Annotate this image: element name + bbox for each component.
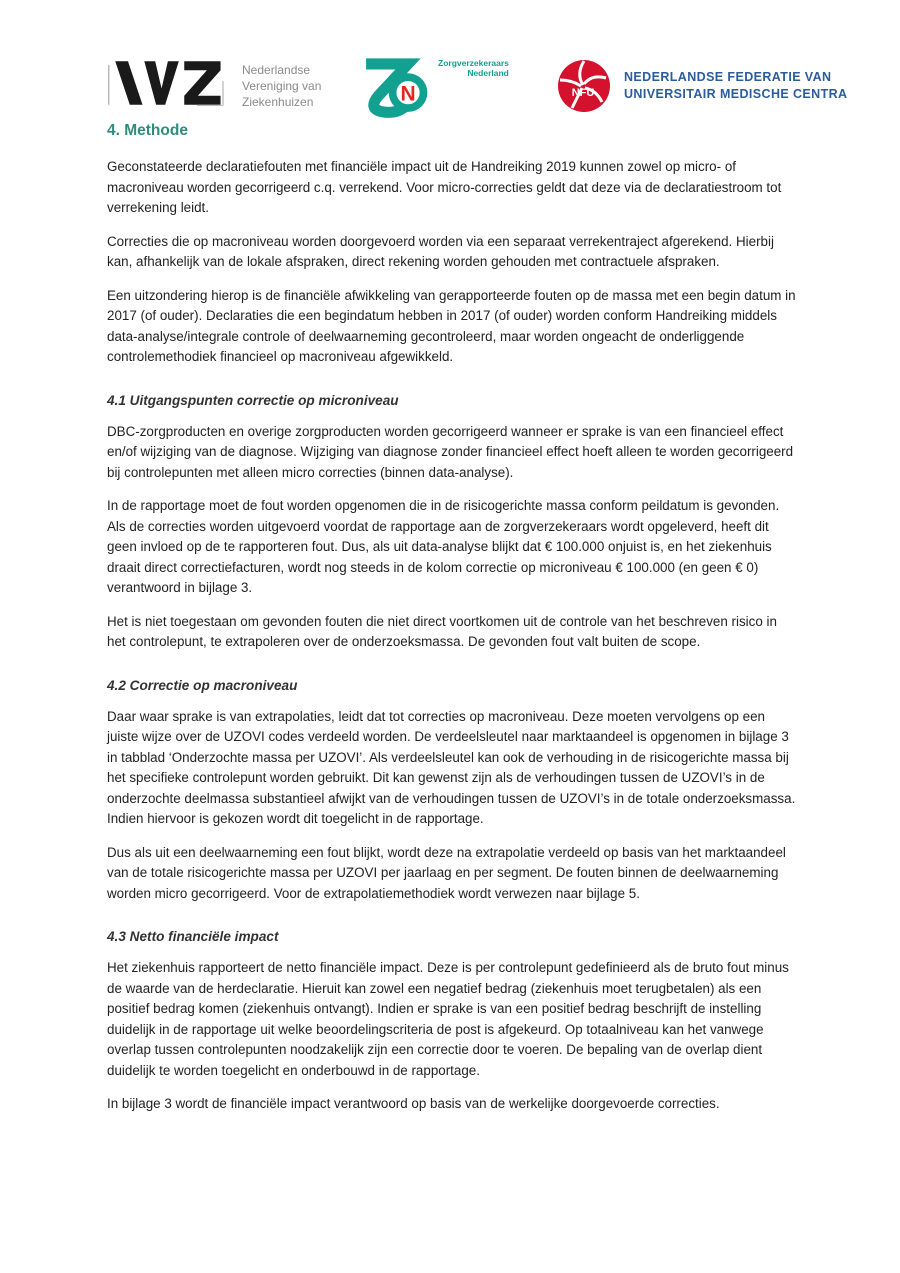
nvz-text-line: Ziekenhuizen xyxy=(242,95,314,109)
document-content xyxy=(107,122,797,1128)
zn-logo xyxy=(358,54,509,118)
logo-header xyxy=(0,0,900,125)
paragraph: In de rapportage moet de fout worden opgenomen die in de risicogerichte massa conform peildatum is gevonden. Als de correcties worden uitgevoerd voordat de rapportage aan de zorgverzekeraars wordt opgeleverd, heeft dit geen invloed op de te rapporteren fout. Dus, als uit data-analyse blijkt dat € 100.000 onjuist is, en het ziekenhuis draait direct correctiefacturen, wordt nog steeds in de kolom correctie op microniveau € 100.000 (en geen € 0) verantwoord in bijlage 3. xyxy=(107,498,780,595)
nfu-text-line: UNIVERSITAIR MEDISCHE CENTRA xyxy=(624,87,848,101)
zn-logo-icon xyxy=(358,54,436,118)
section-heading: 4.1 Uitgangspunten correctie op microniveau xyxy=(107,392,399,408)
section-heading: 4.2 Correctie op macroniveau xyxy=(107,677,298,693)
paragraph: Geconstateerde declaratiefouten met financiële impact uit de Handreiking 2019 kunnen zowel op micro- of macroniveau worden gecorrigeerd c.q. verrekend. Voor micro-correcties geldt dat deze via de declaratiestroom tot verrekening leidt. xyxy=(107,159,782,215)
zn-n-letter: N xyxy=(400,82,416,106)
zn-tagline-line: Nederland xyxy=(467,68,509,78)
paragraph: Correcties die op macroniveau worden doorgevoerd worden via een separaat verrekentraject afgerekend. Hierbij kan, afhankelijk van de lokale afspraken, direct rekening worden gehouden met contractuele afspraken. xyxy=(107,233,774,269)
page-title: 4. Methode xyxy=(107,122,188,139)
document-body xyxy=(107,157,797,1115)
paragraph: Het is niet toegestaan om gevonden fouten die niet direct voortkomen uit de controle van het beschreven risico in het controlepunt, te extrapoleren over de onderzoeksmassa. De gevonden fout valt buiten de scope. xyxy=(107,613,777,649)
nvz-logo-text xyxy=(242,62,321,110)
nfu-logo-icon xyxy=(556,58,612,114)
nfu-text-line: NEDERLANDSE FEDERATIE VAN xyxy=(624,70,832,84)
nvz-logo xyxy=(108,58,321,110)
paragraph: Het ziekenhuis rapporteert de netto financiële impact. Deze is per controlepunt gedefinieerd als de bruto fout minus de waarde van de herdeclaratie. Hieruit kan zowel een negatief bedrag (ziekenhuis moet terugbetalen) als een positief bedrag komen (ziekenhuis ontvangt). Indien er sprake is van een positief bedrag beschrijft de instelling duidelijk in de rapportage uit welke beoordelingscriteria de post is afgekeurd. Op totaalniveau kan het vanwege overlap tussen controlepunten noodzakelijk zijn een correctie door te voeren. De bepaling van de overlap dient duidelijk te worden toegelicht en onderbouwd in de rapportage. xyxy=(107,960,789,1078)
paragraph: Daar waar sprake is van extrapolaties, leidt dat tot correcties op macroniveau. Deze moeten vervolgens op een juiste wijze over de UZOVI codes verdeeld worden. De verdeelsleutel naar marktaandeel is opgenomen in bijlage 3 in tabblad ‘Onderzochte massa per UZOVI’. Als verdeelsleutel kan ook de verhouding in de risicogerichte massa bij het specifieke controlepunt worden gebruikt. Dit kan gewenst zijn als de verhoudingen tussen de UZOVI’s in de onderzochte deelmassa substantieel afwijkt van de verhoudingen tussen de UZOVI’s in de totale onderzoeksmassa. Indien hiervoor is gekozen wordt dit toegelicht in de rapportage. xyxy=(107,708,796,826)
zn-tagline-line: Zorgverzekeraars xyxy=(438,58,509,68)
nfu-logo xyxy=(556,58,847,114)
nvz-text-line: Nederlandse xyxy=(242,63,311,77)
nvz-text-line: Vereniging van xyxy=(242,79,322,93)
paragraph: DBC-zorgproducten en overige zorgproducten worden gecorrigeerd wanneer er sprake is van een financieel effect en/of wijziging van de diagnose. Wijziging van diagnose zonder financieel effect hoeft alleen te worden gecorrigeerd bij controlepunten met alleen micro correcties (binnen data-analyse). xyxy=(107,423,794,480)
section-heading: 4.3 Netto financiële impact xyxy=(107,929,279,944)
paragraph: Een uitzondering hierop is de financiële afwikkeling van gerapporteerde fouten op de massa met een begin datum in 2017 (of ouder). Declaraties die een begindatum hebben in 2017 (of ouder) worden conform Handreiking middels data-analyse/integrale controle of deelwaarneming gecontroleerd, maar worden ongeacht de onderliggende controlemethodiek financieel op macroniveau afgewikkeld. xyxy=(107,287,796,364)
zn-logo-tagline xyxy=(438,58,509,78)
nvz-logo-icon xyxy=(108,58,226,108)
paragraph: In bijlage 3 wordt de financiële impact verantwoord op basis van de werkelijke doorgevoerde correcties. xyxy=(107,1096,720,1111)
paragraph: Dus als uit een deelwaarneming een fout blijkt, wordt deze na extrapolatie verdeeld op basis van het marktaandeel van de totale risicogerichte massa per UZOVI per jaarlaag en per segment. De fouten binnen de deelwaarneming worden micro gecorrigeerd. Voor de extrapolatiemethodiek wordt verwezen naar bijlage 5. xyxy=(107,844,786,901)
nfu-abbr: NFU xyxy=(571,87,595,99)
nfu-logo-text xyxy=(624,69,847,103)
